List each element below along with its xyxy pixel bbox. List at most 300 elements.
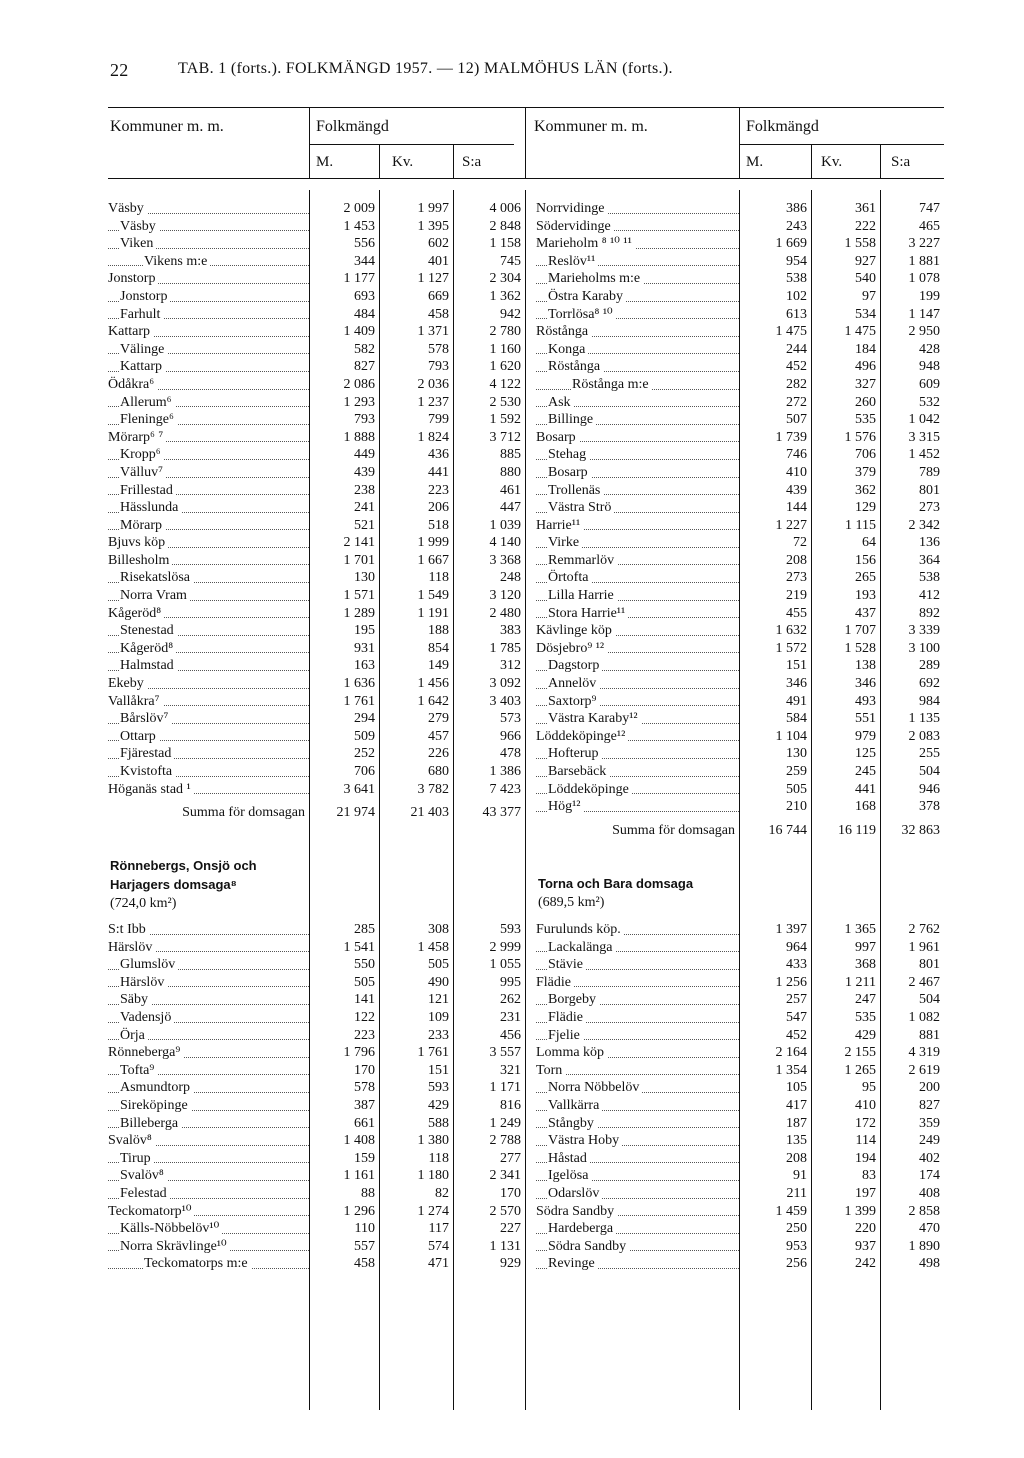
summary-row xyxy=(536,816,944,846)
value-sa: 461 xyxy=(500,482,521,498)
kommun-name-text: Sireköpinge xyxy=(120,1098,191,1113)
table-row xyxy=(536,781,944,799)
kommun-name xyxy=(108,517,309,535)
value-sa: 609 xyxy=(919,376,940,392)
value-sa: 2 530 xyxy=(489,394,521,410)
value-m: 1 669 xyxy=(775,236,807,252)
value-m: 1 397 xyxy=(775,922,807,937)
value-sa: 478 xyxy=(500,746,521,762)
kommun-name-text: Virke xyxy=(548,535,582,550)
kommun-name-text: Röstånga xyxy=(548,359,603,374)
value-kv: 242 xyxy=(855,1256,876,1272)
summary-sa: 32 863 xyxy=(901,822,940,838)
kommun-name-text: Kattarp xyxy=(120,359,165,374)
kommun-name xyxy=(536,306,739,324)
kommun-name xyxy=(108,306,309,324)
value-kv: 1 558 xyxy=(844,236,876,252)
kommun-name xyxy=(536,1044,739,1062)
table-row xyxy=(108,235,525,253)
kommun-name-text: Odarslöv xyxy=(548,1186,602,1201)
kommun-name-text: Ekeby xyxy=(108,676,147,691)
kommun-name xyxy=(108,323,309,341)
table-row xyxy=(108,1062,525,1080)
table-row xyxy=(536,358,944,376)
value-m: 130 xyxy=(354,570,375,586)
value-kv: 188 xyxy=(428,623,449,639)
value-kv: 117 xyxy=(428,1221,449,1237)
value-kv: 265 xyxy=(855,570,876,586)
value-sa: 801 xyxy=(919,482,940,498)
value-sa: 885 xyxy=(500,447,521,463)
value-sa: 262 xyxy=(500,992,521,1008)
value-kv: 260 xyxy=(855,394,876,410)
kommun-name-text: Fjelie xyxy=(548,1028,583,1043)
value-kv: 1 180 xyxy=(417,1168,449,1184)
value-sa: 359 xyxy=(919,1115,940,1131)
kommun-name-text: Furulunds köp. xyxy=(536,922,624,937)
value-sa: 801 xyxy=(919,957,940,973)
value-m: 3 641 xyxy=(343,781,375,797)
value-sa: 532 xyxy=(919,394,940,410)
kommun-name-text: Hardeberga xyxy=(548,1221,616,1236)
value-sa: 1 135 xyxy=(908,711,940,727)
table-row xyxy=(536,323,944,341)
value-kv: 1 576 xyxy=(844,429,876,445)
table-row xyxy=(108,1185,525,1203)
value-m: 2 086 xyxy=(343,376,375,392)
summary-row xyxy=(108,798,525,828)
summary-m: 16 744 xyxy=(768,822,807,838)
table-row xyxy=(108,921,525,939)
table-row xyxy=(536,728,944,746)
value-m: 223 xyxy=(354,1027,375,1043)
left-top-table xyxy=(108,200,525,828)
kommun-name-text: Annelöv xyxy=(548,676,599,691)
value-m: 244 xyxy=(786,341,807,357)
value-m: 211 xyxy=(786,1185,807,1201)
kommun-name xyxy=(108,605,309,623)
value-m: 2 141 xyxy=(343,535,375,551)
table-row xyxy=(108,569,525,587)
kommun-name xyxy=(108,1027,309,1045)
kommun-name xyxy=(108,200,309,218)
value-m: 122 xyxy=(354,1009,375,1025)
table-row xyxy=(536,218,944,236)
kommun-name xyxy=(108,1115,309,1133)
kommun-name xyxy=(536,1185,739,1203)
value-m: 219 xyxy=(786,588,807,604)
value-sa: 2 467 xyxy=(908,974,940,990)
kommun-name-text: Kvistofta xyxy=(120,764,175,779)
vline-b4 xyxy=(525,190,526,1410)
value-m: 1 104 xyxy=(775,728,807,744)
value-kv: 471 xyxy=(428,1256,449,1272)
value-sa: 1 452 xyxy=(908,447,940,463)
kommun-name-text: Säby xyxy=(120,992,151,1007)
kommun-name-text: Röstånga xyxy=(536,324,591,339)
kommun-name-text: Härslöv xyxy=(108,940,155,955)
kommun-name xyxy=(108,693,309,711)
value-kv: 429 xyxy=(428,1097,449,1113)
value-m: 346 xyxy=(786,676,807,692)
kommun-name xyxy=(108,1220,309,1238)
kommun-name xyxy=(536,763,739,781)
table-row xyxy=(108,341,525,359)
table-row xyxy=(108,270,525,288)
value-m: 210 xyxy=(786,799,807,815)
kommun-name-text: Bosarp xyxy=(548,465,591,480)
table-row xyxy=(536,605,944,623)
value-m: 2 009 xyxy=(343,201,375,216)
vline-h7 xyxy=(880,144,881,178)
value-sa: 573 xyxy=(500,711,521,727)
value-m: 1 227 xyxy=(775,517,807,533)
value-sa: 4 122 xyxy=(489,376,521,392)
value-sa: 170 xyxy=(500,1185,521,1201)
value-sa: 948 xyxy=(919,359,940,375)
value-m: 578 xyxy=(354,1080,375,1096)
value-kv: 206 xyxy=(428,500,449,516)
value-kv: 493 xyxy=(855,693,876,709)
value-m: 273 xyxy=(786,570,807,586)
value-kv: 247 xyxy=(855,992,876,1008)
table-row xyxy=(108,991,525,1009)
vline-h2 xyxy=(379,144,380,178)
col-kommuner-right: Kommuner m. m. xyxy=(534,118,648,135)
kommun-name xyxy=(108,1185,309,1203)
kommun-name-text: Dösjebro⁹ ¹² xyxy=(536,641,607,656)
table-row xyxy=(108,306,525,324)
value-sa: 2 780 xyxy=(489,324,521,340)
page-title: TAB. 1 (forts.). FOLKMÄNGD 1957. — 12) MALMÖHUS LÄN (forts.). xyxy=(178,60,673,77)
kommun-name-text: Löddeköpinge xyxy=(548,782,632,797)
table-row xyxy=(108,1203,525,1221)
table-row xyxy=(108,200,525,218)
kommun-name xyxy=(108,1255,309,1273)
value-sa: 470 xyxy=(919,1221,940,1237)
table-row xyxy=(108,1097,525,1115)
kommun-name xyxy=(536,693,739,711)
kommun-name xyxy=(536,605,739,623)
value-kv: 588 xyxy=(428,1115,449,1131)
kommun-name-text: Billeberga xyxy=(120,1116,181,1131)
kommun-name xyxy=(108,288,309,306)
value-sa: 3 227 xyxy=(908,236,940,252)
kommun-name xyxy=(536,253,739,271)
kommun-name xyxy=(536,622,739,640)
value-sa: 892 xyxy=(919,605,940,621)
value-m: 257 xyxy=(786,992,807,1008)
table-row xyxy=(536,1027,944,1045)
table-row xyxy=(536,675,944,693)
kommun-name xyxy=(108,763,309,781)
value-sa: 277 xyxy=(500,1150,521,1166)
kommun-name xyxy=(108,991,309,1009)
value-sa: 880 xyxy=(500,464,521,480)
kommun-name-text: Håstad xyxy=(548,1151,590,1166)
kommun-name xyxy=(536,1132,739,1150)
value-m: 256 xyxy=(786,1256,807,1272)
kommun-name-text: Fjärestad xyxy=(120,746,174,761)
kommun-name-text: Kattarp xyxy=(108,324,153,339)
value-m: 282 xyxy=(786,376,807,392)
value-m: 1 408 xyxy=(343,1133,375,1149)
value-m: 827 xyxy=(354,359,375,375)
kommun-name xyxy=(536,587,739,605)
value-kv: 64 xyxy=(862,535,876,551)
value-m: 1 296 xyxy=(343,1203,375,1219)
table-row xyxy=(108,499,525,517)
table-row xyxy=(108,1132,525,1150)
kommun-name xyxy=(108,781,309,799)
kommun-name-text: Bosarp xyxy=(536,430,579,445)
value-kv: 979 xyxy=(855,728,876,744)
value-kv: 706 xyxy=(855,447,876,463)
value-m: 1 761 xyxy=(343,693,375,709)
value-kv: 97 xyxy=(862,288,876,304)
col-folkmangd-right: Folkmängd xyxy=(746,118,819,135)
kommun-name-text: Torn xyxy=(536,1063,565,1078)
value-sa: 2 788 xyxy=(489,1133,521,1149)
right-district-heading-line1: Torna och Bara domsaga xyxy=(538,876,694,891)
kommun-name-text: Löddeköpinge¹² xyxy=(536,729,628,744)
kommun-name-text: Bjuvs köp xyxy=(108,535,168,550)
value-kv: 109 xyxy=(428,1009,449,1025)
kommun-name xyxy=(536,534,739,552)
value-kv: 1 211 xyxy=(845,974,876,990)
value-kv: 1 475 xyxy=(844,324,876,340)
value-kv: 997 xyxy=(855,939,876,955)
value-sa: 465 xyxy=(919,218,940,234)
value-kv: 793 xyxy=(428,359,449,375)
kommun-name-text: Billinge xyxy=(548,412,596,427)
value-sa: 1 147 xyxy=(908,306,940,322)
table-row xyxy=(108,693,525,711)
kommun-name xyxy=(108,499,309,517)
value-sa: 412 xyxy=(919,588,940,604)
kommun-name xyxy=(536,1255,739,1273)
table-row xyxy=(108,763,525,781)
value-sa: 402 xyxy=(919,1150,940,1166)
left-bottom-table xyxy=(108,921,525,1273)
table-row xyxy=(108,1027,525,1045)
value-sa: 1 055 xyxy=(489,957,521,973)
table-row xyxy=(536,710,944,728)
value-sa: 1 160 xyxy=(489,341,521,357)
value-m: 547 xyxy=(786,1009,807,1025)
value-sa: 2 083 xyxy=(908,728,940,744)
value-kv: 496 xyxy=(855,359,876,375)
value-sa: 321 xyxy=(500,1062,521,1078)
value-sa: 1 249 xyxy=(489,1115,521,1131)
kommun-name xyxy=(536,446,739,464)
table-row xyxy=(536,534,944,552)
value-sa: 231 xyxy=(500,1009,521,1025)
value-kv: 1 707 xyxy=(844,623,876,639)
value-m: 241 xyxy=(354,500,375,516)
kommun-name-text: Tirup xyxy=(120,1151,154,1166)
value-sa: 249 xyxy=(919,1133,940,1149)
table-row xyxy=(536,640,944,658)
value-sa: 200 xyxy=(919,1080,940,1096)
value-sa: 827 xyxy=(919,1097,940,1113)
value-m: 110 xyxy=(354,1221,375,1237)
value-m: 259 xyxy=(786,764,807,779)
value-sa: 1 042 xyxy=(908,412,940,428)
kommun-name-text: Väsby xyxy=(108,201,147,216)
kommun-name-text: Örtofta xyxy=(548,570,591,585)
value-sa: 881 xyxy=(919,1027,940,1043)
value-sa: 984 xyxy=(919,693,940,709)
table-row xyxy=(108,1167,525,1185)
value-sa: 504 xyxy=(919,764,940,779)
table-row xyxy=(108,657,525,675)
value-kv: 138 xyxy=(855,658,876,674)
value-sa: 4 140 xyxy=(489,535,521,551)
value-m: 344 xyxy=(354,253,375,269)
value-sa: 289 xyxy=(919,658,940,674)
value-kv: 118 xyxy=(428,570,449,586)
value-sa: 1 620 xyxy=(489,359,521,375)
value-sa: 929 xyxy=(500,1256,521,1272)
table-row xyxy=(536,1238,944,1256)
kommun-name xyxy=(536,482,739,500)
value-sa: 1 362 xyxy=(489,288,521,304)
kommun-name xyxy=(108,1044,309,1062)
value-kv: 114 xyxy=(855,1133,876,1149)
value-sa: 2 341 xyxy=(489,1168,521,1184)
kommun-name-text: Dagstorp xyxy=(548,658,602,673)
table-row xyxy=(108,552,525,570)
kommun-name xyxy=(536,323,739,341)
table-row xyxy=(536,956,944,974)
kommun-name-text: Remmarlöv xyxy=(548,553,617,568)
kommun-name-text: Flädie xyxy=(536,975,574,990)
value-kv: 680 xyxy=(428,764,449,779)
value-sa: 447 xyxy=(500,500,521,516)
value-sa: 593 xyxy=(500,922,521,937)
value-m: 2 164 xyxy=(775,1045,807,1061)
value-sa: 7 423 xyxy=(489,781,521,797)
kommun-name xyxy=(536,728,739,746)
kommun-name-text: Hög¹² xyxy=(548,799,584,814)
value-kv: 168 xyxy=(855,799,876,815)
table-row xyxy=(536,1185,944,1203)
value-kv: 927 xyxy=(855,253,876,269)
vline-h3 xyxy=(453,144,454,178)
kommun-name xyxy=(108,710,309,728)
kommun-name-text: Konga xyxy=(548,342,588,357)
value-m: 272 xyxy=(786,394,807,410)
value-m: 386 xyxy=(786,201,807,216)
value-kv: 95 xyxy=(862,1080,876,1096)
kommun-name-text: Viken xyxy=(120,236,156,251)
table-row xyxy=(536,200,944,218)
kommun-name xyxy=(108,429,309,447)
kommun-name xyxy=(536,991,739,1009)
value-m: 1 409 xyxy=(343,324,375,340)
value-m: 746 xyxy=(786,447,807,463)
table-row xyxy=(108,534,525,552)
value-kv: 457 xyxy=(428,728,449,744)
value-m: 505 xyxy=(786,781,807,797)
kommun-name xyxy=(108,1079,309,1097)
value-sa: 747 xyxy=(919,201,940,216)
value-sa: 3 403 xyxy=(489,693,521,709)
table-row xyxy=(536,1220,944,1238)
kommun-name-text: Svalöv⁸ xyxy=(108,1133,155,1148)
table-row xyxy=(108,446,525,464)
value-m: 1 739 xyxy=(775,429,807,445)
table-row xyxy=(536,657,944,675)
value-m: 954 xyxy=(786,253,807,269)
value-m: 1 888 xyxy=(343,429,375,445)
value-sa: 2 950 xyxy=(908,324,940,340)
kommun-name-text: Rönneberga⁹ xyxy=(108,1045,183,1060)
value-sa: 3 100 xyxy=(908,640,940,656)
kommun-name-text: Östra Karaby xyxy=(548,289,626,304)
value-sa: 1 158 xyxy=(489,236,521,252)
dot-leader xyxy=(536,1074,739,1075)
kommun-name-text: Vallkärra xyxy=(548,1098,602,1113)
kommun-name-text: Norrvidinge xyxy=(536,201,607,216)
value-kv: 1 265 xyxy=(844,1062,876,1078)
subheader-rule-right xyxy=(740,144,944,145)
value-kv: 1 274 xyxy=(417,1203,449,1219)
kommun-name-text: Borgeby xyxy=(548,992,599,1007)
value-m: 187 xyxy=(786,1115,807,1131)
kommun-name-text: S:t Ibb xyxy=(108,922,149,937)
kommun-name-text: Kågeröd⁸ xyxy=(108,606,164,621)
value-kv: 1 115 xyxy=(845,517,876,533)
kommun-name-text: Frillestad xyxy=(120,483,176,498)
value-m: 159 xyxy=(354,1150,375,1166)
col-folkmangd-left: Folkmängd xyxy=(316,118,389,135)
left-district-area: (724,0 km²) xyxy=(110,896,177,911)
value-kv: 1 380 xyxy=(417,1133,449,1149)
value-kv: 220 xyxy=(855,1221,876,1237)
table-row xyxy=(536,974,944,992)
table-row xyxy=(108,464,525,482)
value-kv: 362 xyxy=(855,482,876,498)
value-sa: 946 xyxy=(919,781,940,797)
table-row xyxy=(108,394,525,412)
table-row xyxy=(536,587,944,605)
kommun-name xyxy=(536,956,739,974)
value-sa: 1 078 xyxy=(908,271,940,287)
value-m: 387 xyxy=(354,1097,375,1113)
value-kv: 184 xyxy=(855,341,876,357)
value-m: 433 xyxy=(786,957,807,973)
value-kv: 193 xyxy=(855,588,876,604)
kommun-name-text: Allerum⁶ xyxy=(120,395,175,410)
value-kv: 669 xyxy=(428,288,449,304)
value-kv: 1 456 xyxy=(417,676,449,692)
col-m-right: M. xyxy=(746,154,764,170)
kommun-name-text: Tofta⁹ xyxy=(120,1063,157,1078)
kommun-name xyxy=(108,675,309,693)
kommun-name xyxy=(108,974,309,992)
summary-kv: 21 403 xyxy=(410,805,449,821)
kommun-name xyxy=(536,640,739,658)
value-kv: 1 395 xyxy=(417,218,449,234)
kommun-name-text: Saxtorp⁹ xyxy=(548,694,599,709)
kommun-name-text: Barsebäck xyxy=(548,764,609,779)
value-m: 1 701 xyxy=(343,552,375,568)
kommun-name xyxy=(108,587,309,605)
value-kv: 245 xyxy=(855,764,876,779)
kommun-name xyxy=(108,341,309,359)
